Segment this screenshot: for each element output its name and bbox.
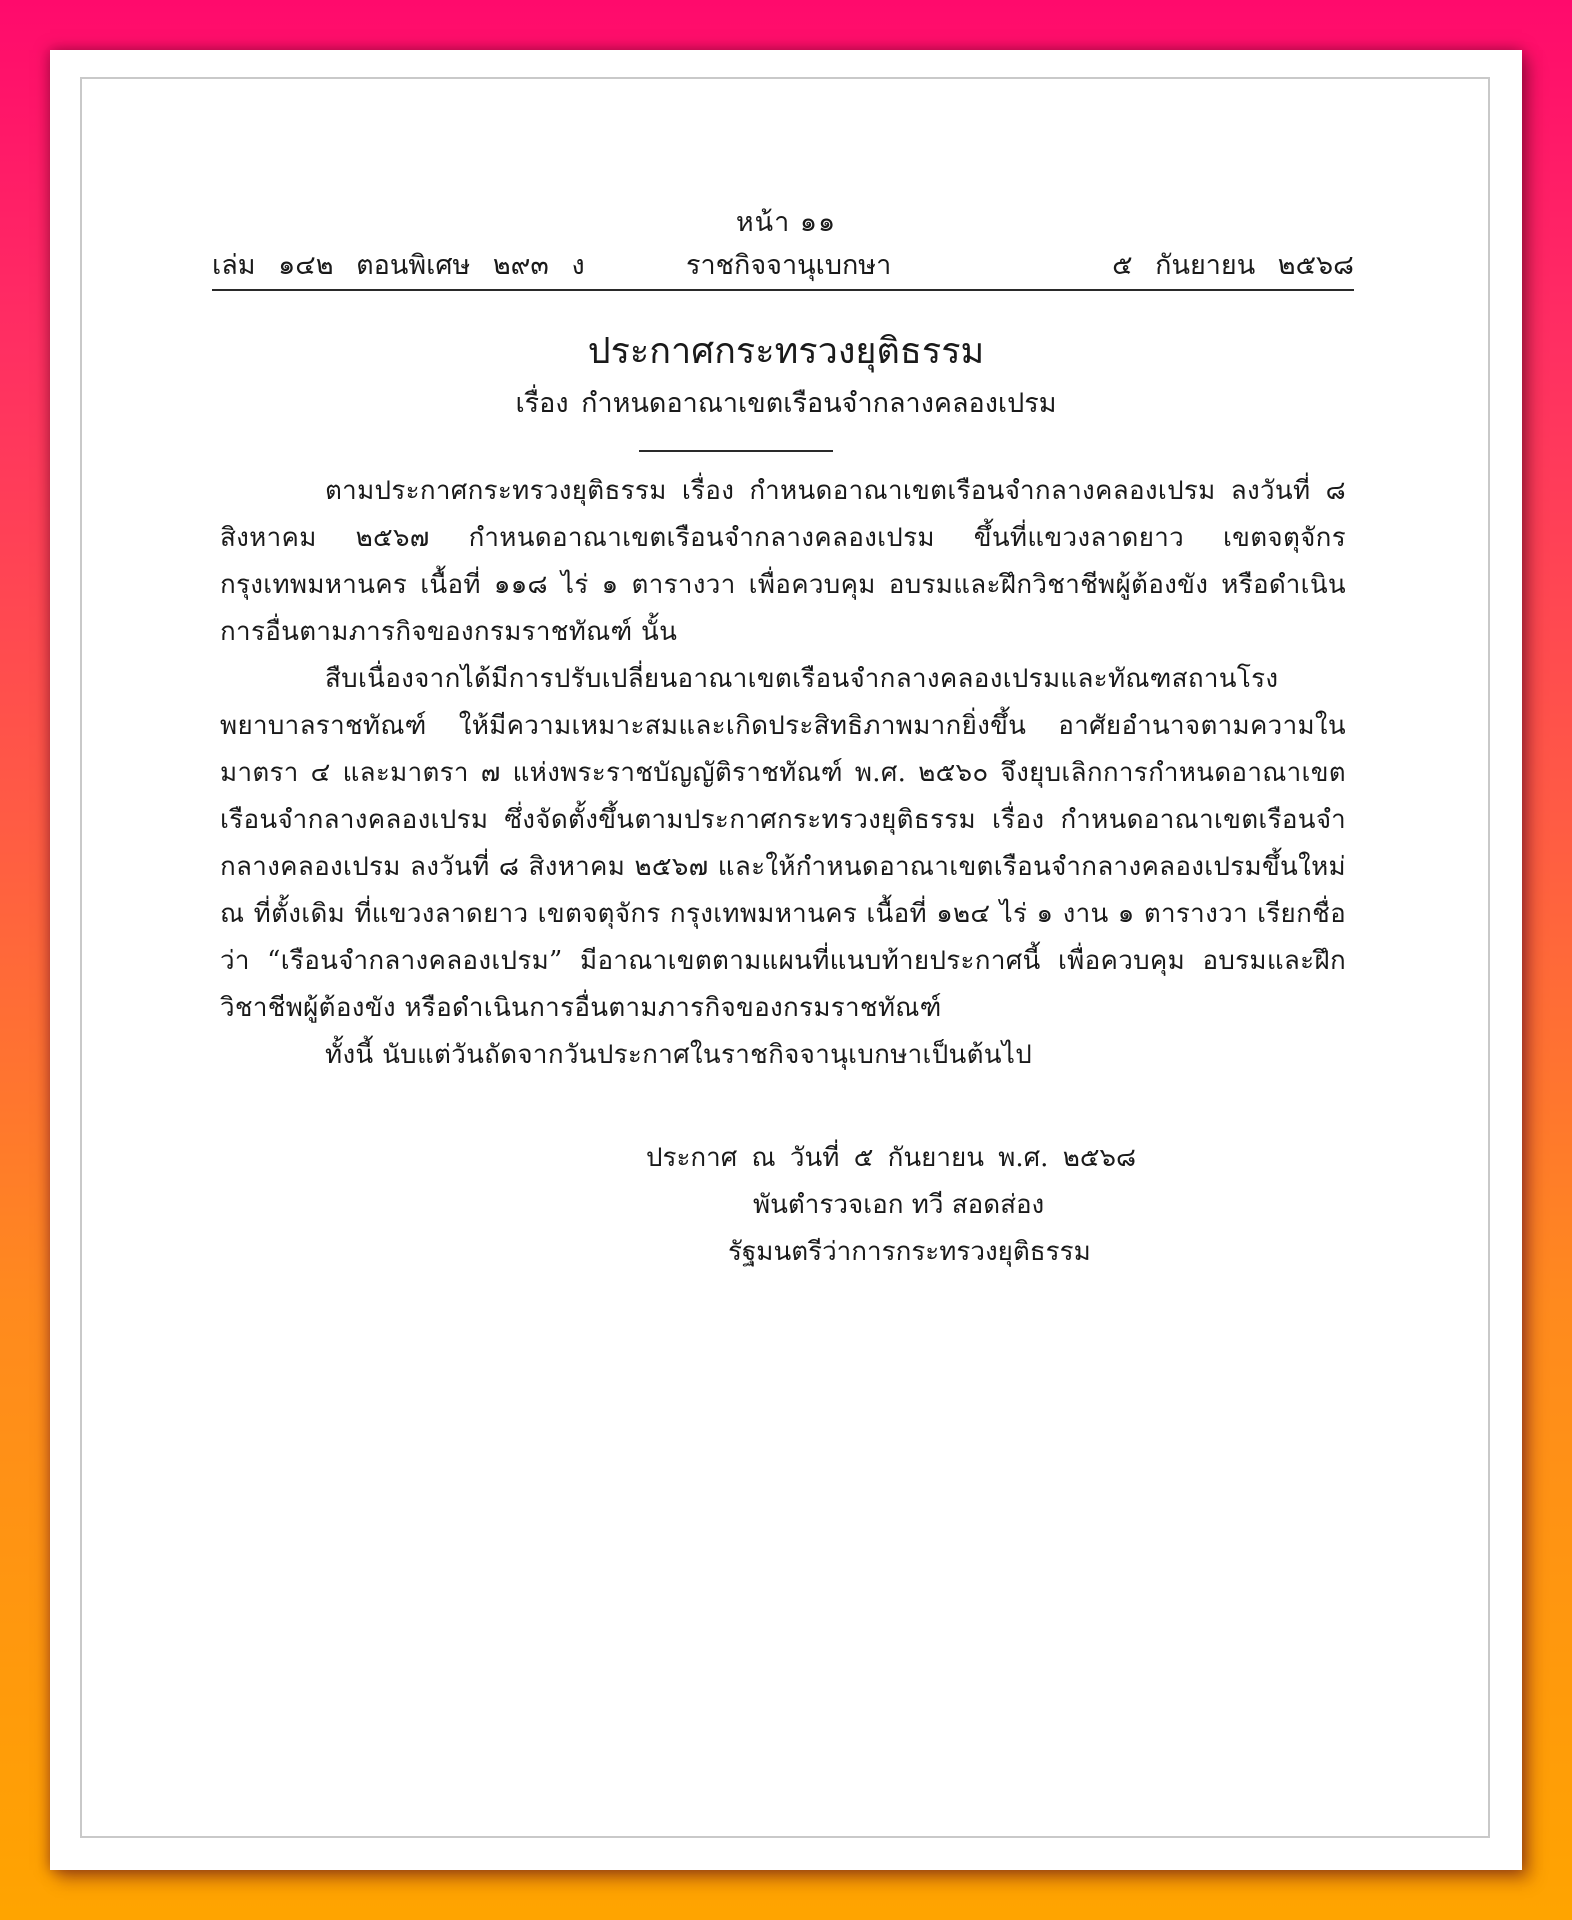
page-number: หน้า ๑๑ bbox=[735, 207, 837, 238]
document-page bbox=[50, 50, 1522, 1870]
signatory-name: พันตำรวจเอก ทวี สอดส่อง bbox=[753, 1190, 1045, 1220]
body-paragraph-1: ตามประกาศกระทรวงยุติธรรม เรื่อง กำหนดอาณาเขตเรือนจำกลางคลองเปรม ลงวันที่ ๘ สิงหาคม ๒๕๖๗ กำหนดอาณาเขตเรือนจำกลางคลองเปรม ขึ้นที่แขวงลาดยาว เขตจตุจักร กรุงเทพมหานคร เนื้อที่ ๑๑๘ ไร่ ๑ ตารางวา เพื่อควบคุม อบรมและฝึกวิชาชีพผู้ต้องขัง หรือดำเนินการอื่นตามภารกิจของกรมราชทัณฑ์ นั้น bbox=[220, 476, 1346, 647]
announcement-body bbox=[220, 468, 1346, 1079]
subject-divider bbox=[639, 450, 833, 452]
gazette-header bbox=[212, 243, 1354, 283]
header-divider bbox=[212, 289, 1354, 291]
body-paragraph-3: ทั้งนี้ นับแต่วันถัดจากวันประกาศในราชกิจจานุเบกษาเป็นต้นไป bbox=[325, 1040, 1033, 1070]
body-paragraph-2: สืบเนื่องจากได้มีการปรับเปลี่ยนอาณาเขตเรือนจำกลางคลองเปรมและทัณฑสถานโรงพยาบาลราชทัณฑ์ ให้มีความเหมาะสมและเกิดประสิทธิภาพมากยิ่งขึ้น อาศัยอำนาจตามความในมาตรา ๔ และมาตรา ๗ แห่งพระราชบัญญัติราชทัณฑ์ พ.ศ. ๒๕๖๐ จึงยุบเลิกการกำหนดอาณาเขตเรือนจำกลางคลองเปรม ซึ่งจัดตั้งขึ้นตามประกาศกระทรวงยุติธรรม เรื่อง กำหนดอาณาเขตเรือนจำกลางคลองเปรม ลงวันที่ ๘ สิงหาคม ๒๕๖๗ และให้กำหนดอาณาเขตเรือนจำกลางคลองเปรมขึ้นใหม่ ณ ที่ตั้งเดิม ที่แขวงลาดยาว เขตจตุจักร กรุงเทพมหานคร เนื้อที่ ๑๒๔ ไร่ ๑ งาน ๑ ตารางวา เรียกชื่อว่า “เรือนจำกลางคลองเปรม” มีอาณาเขตตามแผนที่แนบท้ายประกาศนี้ เพื่อควบคุม อบรมและฝึกวิชาชีพผู้ต้องขัง หรือดำเนินการอื่นตามภารกิจของกรมราชทัณฑ์ bbox=[220, 664, 1346, 1023]
gazette-volume: เล่ม ๑๔๒ ตอนพิเศษ ๒๙๓ ง bbox=[212, 250, 585, 281]
gazette-date: ๕ กันยายน ๒๕๖๘ bbox=[1112, 250, 1354, 281]
signature-date: ประกาศ ณ วันที่ ๕ กันยายน พ.ศ. ๒๕๖๘ bbox=[646, 1143, 1137, 1173]
announcement-title: ประกาศกระทรวงยุติธรรม bbox=[587, 331, 985, 372]
gazette-publication: ราชกิจจานุเบกษา bbox=[686, 250, 892, 281]
signatory-position: รัฐมนตรีว่าการกระทรวงยุติธรรม bbox=[728, 1237, 1091, 1267]
announcement-subject: เรื่อง กำหนดอาณาเขตเรือนจำกลางคลองเปรม bbox=[515, 388, 1057, 419]
